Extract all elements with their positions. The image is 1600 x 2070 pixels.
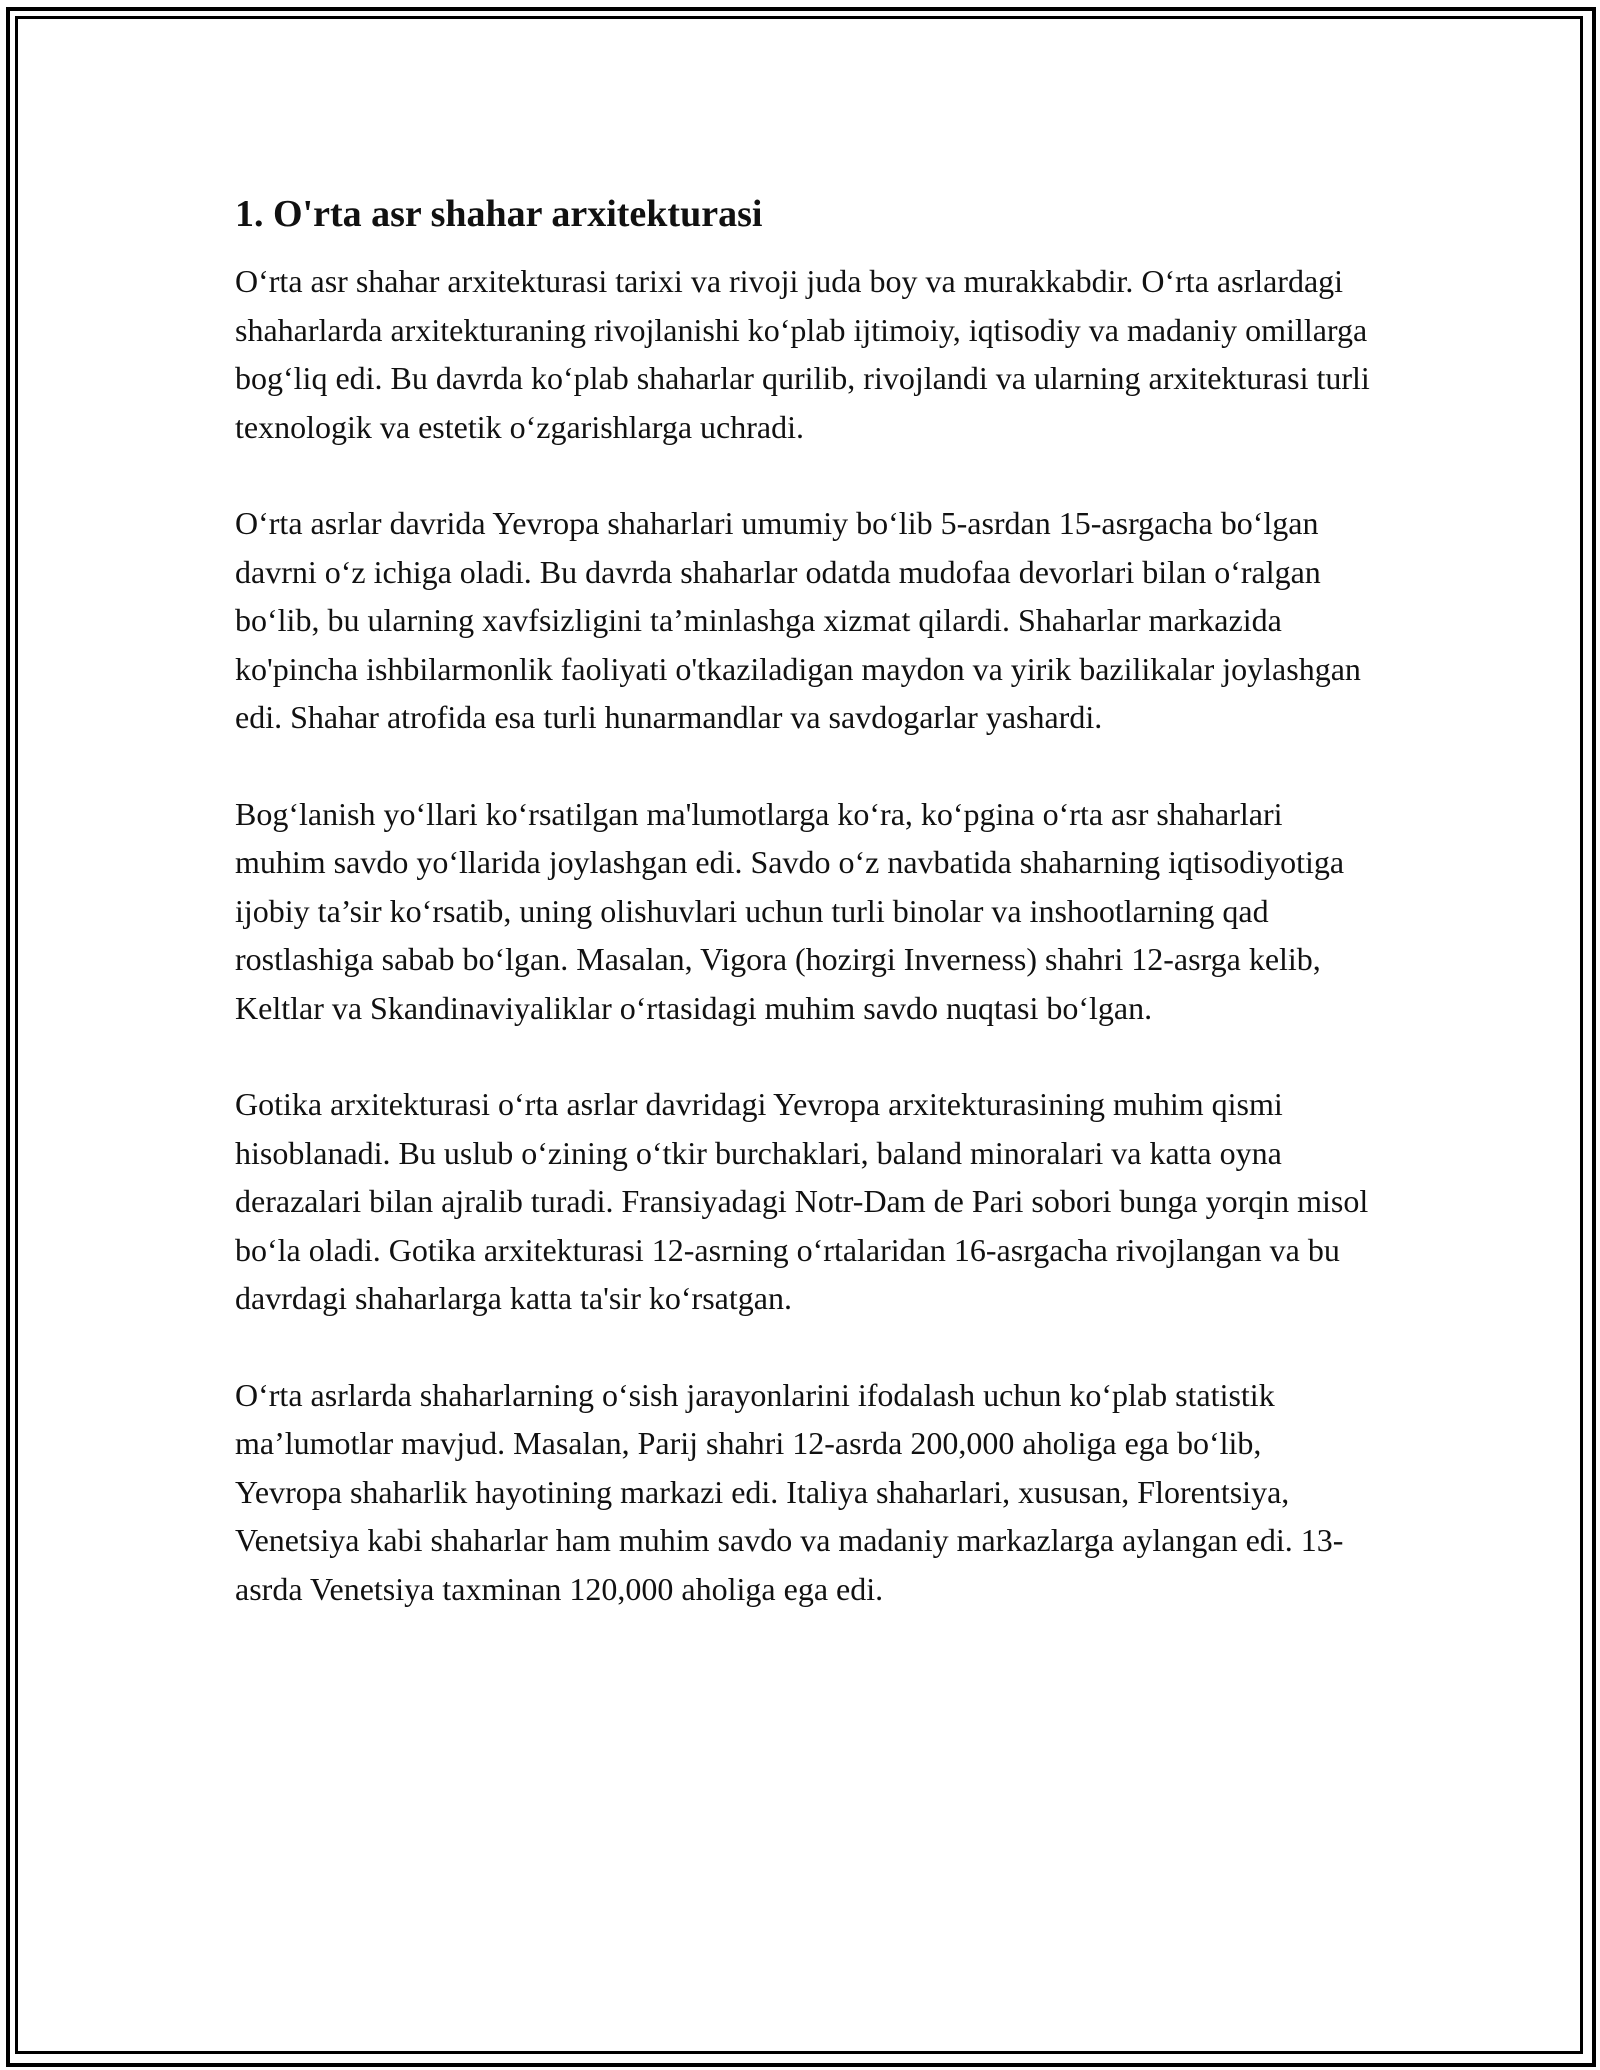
paragraph-4: Gotika arxitekturasi o‘rta asrlar davridagi Yevropa arxitekturasining muhim qismi hisoblanadi. Bu uslub o‘zining o‘tkir burchaklari, baland minoralari va katta oyna derazalari bilan ajralib turadi. Fransiyadagi Notr-Dam de Pari sobori bunga yorqin misol bo‘la oladi. Gotika arxitekturasi 12-asrning o‘rtalaridan 16-asrgacha rivojlangan va bu davrdagi shaharlarga katta ta'sir ko‘rsatgan. [235,1086,1369,1316]
section-heading: 1. O'rta asr shahar arxitekturasi [235,193,763,235]
paragraph-3: Bog‘lanish yo‘llari ko‘rsatilgan ma'lumotlarga ko‘ra, ko‘pgina o‘rta asr shaharlari muhim savdo yo‘llarida joylashgan edi. Savdo o‘z navbatida shaharning iqtisodiyotiga ijobiy ta’sir ko‘rsatib, uning olishuvlari uchun turli binolar va inshootlarning qad rostlashiga sabab bo‘lgan. Masalan, Vigora (hozirgi Inverness) shahri 12-asrga kelib, Keltlar va Skandinaviyaliklar o‘rtasidagi muhim savdo nuqtasi bo‘lgan. [235,795,1345,1026]
paragraph-1: O‘rta asr shahar arxitekturasi tarixi va rivoji juda boy va murakkabdir. O‘rta asrlardagi shaharlarda arxitekturaning rivojlanishi ko‘plab ijtimoiy, iqtisodiy va madaniy omillarga bog‘liq edi. Bu davrda ko‘plab shaharlar qurilib, rivojlandi va ularning arxitekturasi turli texnologik va estetik o‘zgarishlarga uchradi. [235,263,1370,445]
document-body [235,188,1375,1661]
paragraph-5: O‘rta asrlarda shaharlarning o‘sish jarayonlarini ifodalash uchun ko‘plab statistik ma’lumotlar mavjud. Masalan, Parij shahri 12-asrda 200,000 aholiga ega bo‘lib, Yevropa shaharlik hayotining markazi edi. Italiya shaharlari, xususan, Florentsiya, Venetsiya kabi shaharlar ham muhim savdo va madaniy markazlarga aylangan edi. 13-asrda Venetsiya taxminan 120,000 aholiga ega edi. [235,1376,1344,1607]
paragraph-2: O‘rta asrlar davrida Yevropa shaharlari umumiy bo‘lib 5-asrdan 15-asrgacha bo‘lgan davrni o‘z ichiga oladi. Bu davrda shaharlar odatda mudofaa devorlari bilan o‘ralgan bo‘lib, bu ularning xavfsizligini ta’minlashga xizmat qilardi. Shaharlar markazida ko'pincha ishbilarmonlik faoliyati o'tkaziladigan maydon va yirik bazilikalar joylashgan edi. Shahar atrofida esa turli hunarmandlar va savdogarlar yashardi. [235,505,1361,735]
